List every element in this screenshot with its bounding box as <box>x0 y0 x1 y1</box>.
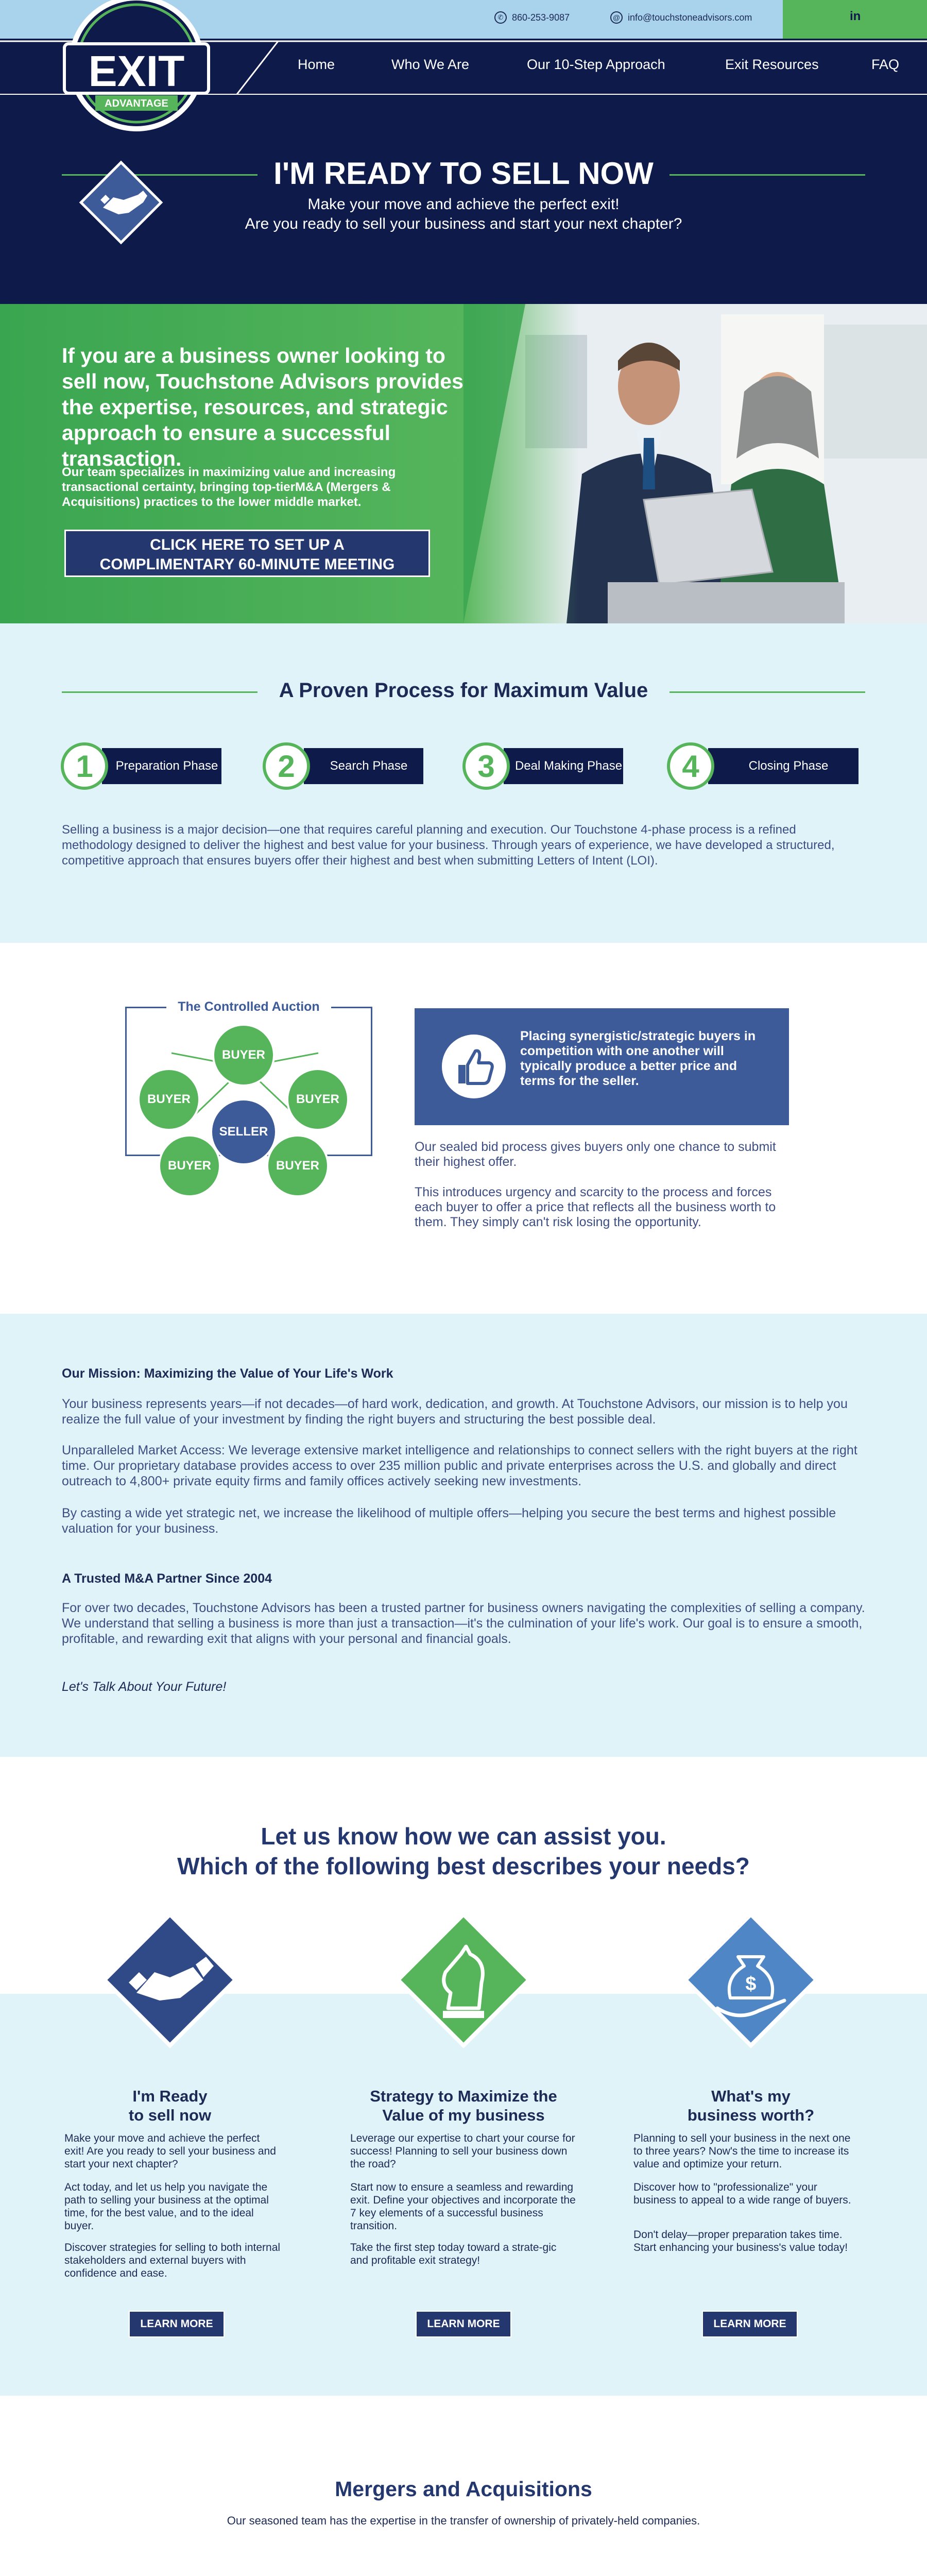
title-rule-right <box>670 174 865 176</box>
nav-10-step-approach[interactable]: Our 10-Step Approach <box>527 57 665 72</box>
hero-section <box>0 304 927 623</box>
col3-paragraph-1: Planning to sell your business in the next one to three years? Now's the time to increase its value and optimize your return. <box>633 2132 851 2170</box>
partner-heading: A Trusted M&A Partner Since 2004 <box>62 1571 272 1586</box>
acquisition-item <box>319 2568 448 2576</box>
phase-deal-making[interactable]: 3 Deal Making Phase <box>468 748 623 784</box>
buyer-bubble: BUYER <box>212 1024 275 1087</box>
acquisition-item <box>21 2568 149 2576</box>
hero-body: Our team specializes in maximizing value and increasing transactional certainty, bringing top-tierM&A (Mergers & Acquisitions) practices to the lower middle market. <box>62 465 396 509</box>
ready-subtitle-1: Make your move and achieve the perfect exit! <box>307 196 620 213</box>
auction-paragraph-1: Our sealed bid process gives buyers only one chance to submit their highest offer. <box>415 1140 776 1169</box>
col1-paragraph-2: Act today, and let us help you navigate the path to selling your business at the optimal time, for the best value, and to the ideal buyer. <box>64 2181 269 2232</box>
seller-logo <box>21 2568 149 2576</box>
seller-bubble: SELLER <box>210 1098 277 1165</box>
mission-heading: Our Mission: Maximizing the Value of Your Life's Work <box>62 1366 393 1381</box>
maximize-value-title: Strategy to Maximize the Value of my business <box>370 2087 557 2124</box>
nav-exit-resources[interactable]: Exit Resources <box>725 57 819 72</box>
needs-section <box>0 1757 927 2396</box>
seller-logo <box>615 2568 744 2576</box>
auction-diagram-title: The Controlled Auction <box>166 999 331 1014</box>
col1-paragraph-3: Discover strategies for selling to both internal stakeholders and external buyers with confidence and ease. <box>64 2242 281 2279</box>
learn-more-button[interactable]: LEARN MORE <box>129 2311 225 2337</box>
logo-subtext: ADVANTAGE <box>105 98 168 109</box>
money-bag-hand-icon <box>676 1905 826 2055</box>
handshake-diamond-icon <box>77 159 165 246</box>
col2-paragraph-3: Take the first step today toward a strate-gic and profitable exit strategy! <box>350 2242 557 2266</box>
col2-paragraph-1: Leverage our expertise to chart your course for success! Planning to sell your business down the road? <box>350 2132 575 2170</box>
seller-logo <box>757 2568 886 2576</box>
seller-logo <box>170 2568 299 2576</box>
handshake-icon <box>95 1905 245 2055</box>
ready-title: I'M READY TO SELL NOW <box>273 156 654 191</box>
linkedin-icon[interactable]: in <box>850 9 861 23</box>
learn-more-button[interactable]: LEARN MORE <box>702 2311 798 2337</box>
acquisition-item <box>466 2568 595 2576</box>
buyer-bubble: BUYER <box>158 1134 221 1197</box>
auction-callout-text: Placing synergistic/strategic buyers in competition with one another will typically produce a better price and terms for the seller. <box>520 1029 756 1088</box>
acquisition-item <box>757 2568 886 2576</box>
phase-search[interactable]: 2 Search Phase <box>268 748 423 784</box>
learn-more-button[interactable]: LEARN MORE <box>416 2311 511 2337</box>
auction-paragraph-2: This introduces urgency and scarcity to the process and forces each buyer to offer a price that reflects all the business worth to them. They simply can't risk losing the opportunity. <box>415 1185 776 1229</box>
acquisition-item <box>615 2568 744 2576</box>
col3-paragraph-3: Don't delay—proper preparation takes time. Start enhancing your business's value today! <box>633 2229 848 2253</box>
partner-paragraph: For over two decades, Touchstone Advisors has been a trusted partner for business owners navigating the complexities of selling a company. We understand that selling a business is more than just a transaction—it's the culmination of your life's work. Our goal is to ensure a smooth, profitable, and rewarding exit that aligns with your personal and financial goals. <box>62 1601 865 1646</box>
top-email[interactable]: @ info@touchstoneadvisors.com <box>610 11 752 24</box>
ma-title: Mergers and Acquisitions <box>335 2477 592 2501</box>
col3-paragraph-2: Discover how to "professionalize" your business to appeal to a wide range of buyers. <box>633 2181 851 2206</box>
mission-paragraph-3: By casting a wide yet strategic net, we increase the likelihood of multiple offers—helping you secure the best terms and highest possible valuation for your business. <box>62 1506 836 1536</box>
ma-subtitle: Our seasoned team has the expertise in the transfer of ownership of privately-held companies. <box>227 2514 700 2527</box>
ready-subtitle-2: Are you ready to sell your business and start your next chapter? <box>245 215 682 232</box>
needs-heading: Let us know how we can assist you. Which of the following best describes your needs? <box>177 1823 750 1879</box>
nav-faq[interactable]: FAQ <box>871 57 900 72</box>
seller-logo <box>466 2568 595 2576</box>
mission-section <box>0 1314 927 1757</box>
mission-paragraph-1: Your business represents years—if not decades—of hard work, dedication, and growth. At Touchstone Advisors, our mission is to help you realize the full value of your investment by finding the right buyers and structuring the best possible deal. <box>62 1397 848 1427</box>
buyer-bubble: BUYER <box>266 1134 329 1197</box>
thumbs-up-icon <box>440 1033 507 1100</box>
phase-preparation[interactable]: 1 Preparation Phase <box>66 748 221 784</box>
logo-text: EXIT <box>88 47 185 95</box>
chess-knight-icon <box>389 1905 538 2055</box>
auction-callout <box>415 1008 789 1125</box>
hero-heading: If you are a business owner looking to sell now, Touchstone Advisors provides the expertise, resources, and strategic approach to ensure a successful transaction. <box>62 344 464 470</box>
mission-tagline: Let's Talk About Your Future! <box>62 1680 227 1694</box>
business-worth-title: What's my business worth? <box>687 2087 815 2124</box>
controlled-auction-section <box>0 943 927 1314</box>
seller-logo <box>319 2568 448 2576</box>
ready-to-sell-title: I'm Ready to sell now <box>128 2087 212 2124</box>
buyer-bubble: BUYER <box>286 1068 349 1131</box>
phone-icon: ✆ <box>494 11 507 24</box>
col1-paragraph-1: Make your move and achieve the perfect exit! Are you ready to sell your business and start your next chapter? <box>64 2132 276 2170</box>
acquisition-item <box>170 2568 299 2576</box>
mission-paragraph-2: Unparalleled Market Access: We leverage extensive market intelligence and relationships to connect sellers with the right buyers at the right time. Our proprietary database provides access to over 235 million public and private enterprises across the U.S. and globally and direct outreach to 4,800+ private equity firms and family offices actively seeking new investments. <box>62 1443 857 1488</box>
process-description: Selling a business is a major decision—one that requires careful planning and execution. Our Touchstone 4-phase process is a refined methodology designed to deliver the highest and best value for your business. Through years of experience, we have developed a structured, competitive approach that ensures buyers offer their highest and best when submitting Letters of Intent (LOI). <box>62 823 835 868</box>
mergers-acquisitions-section <box>0 2396 927 2576</box>
process-title: A Proven Process for Maximum Value <box>279 679 648 702</box>
at-icon: @ <box>610 11 623 24</box>
exit-advantage-logo[interactable] <box>59 0 214 142</box>
phase-closing[interactable]: 4 Closing Phase <box>672 748 859 784</box>
top-phone[interactable]: ✆ 860-253-9087 <box>494 11 570 24</box>
svg-text:$: $ <box>745 1973 757 1995</box>
schedule-meeting-button[interactable]: CLICK HERE TO SET UP A COMPLIMENTARY 60-MINUTE MEETING <box>64 530 430 577</box>
process-section <box>0 623 927 943</box>
nav-who-we-are[interactable]: Who We Are <box>391 57 470 72</box>
nav-home[interactable]: Home <box>298 57 335 72</box>
col2-paragraph-2: Start now to ensure a seamless and rewarding exit. Define your objectives and incorporate the 7 key elements of a successful business transition. <box>350 2181 576 2232</box>
hero-photo <box>464 304 927 623</box>
buyer-bubble: BUYER <box>138 1068 200 1131</box>
